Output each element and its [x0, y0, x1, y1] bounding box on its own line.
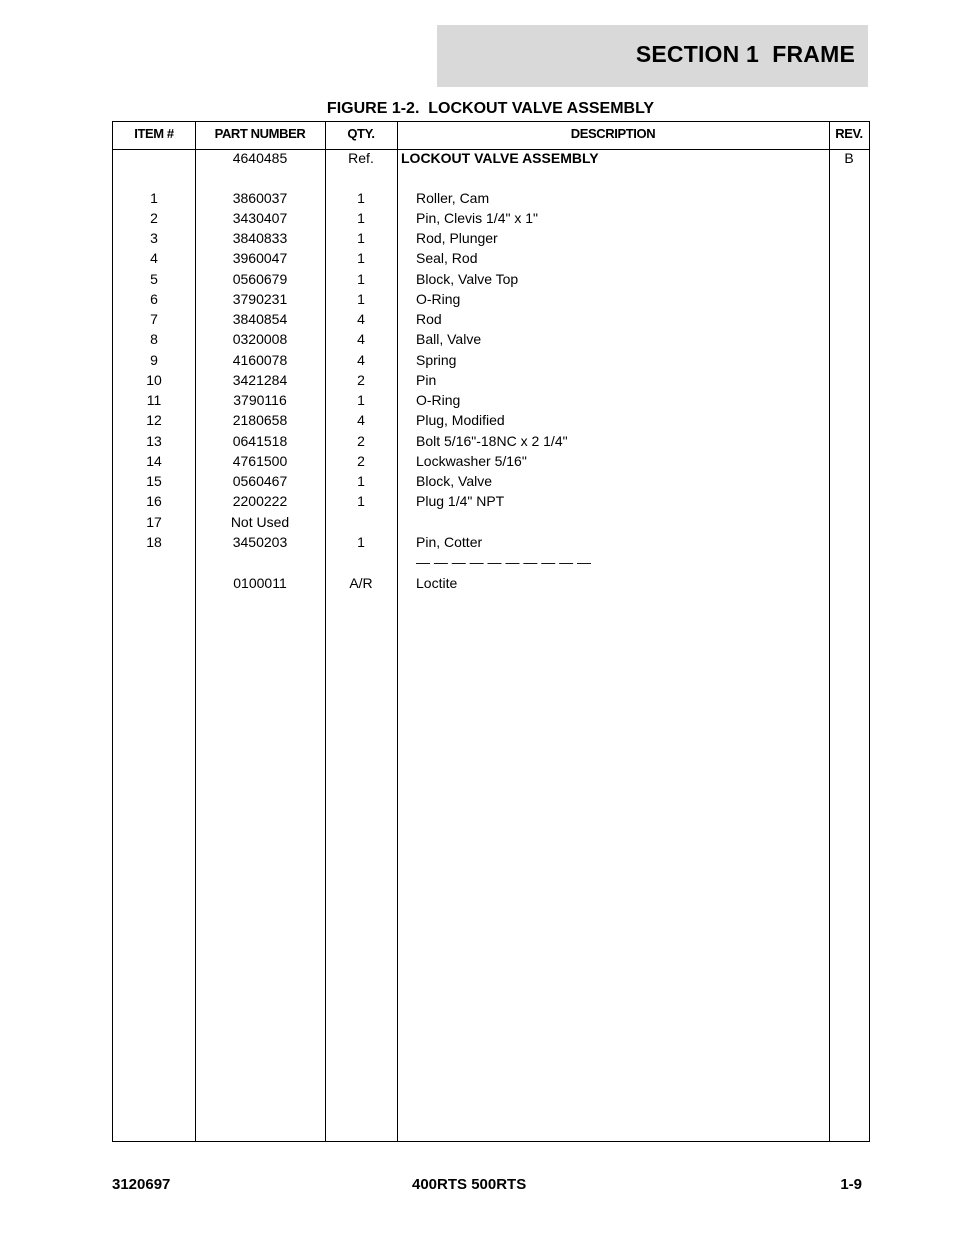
description-cell: LOCKOUT VALVE ASSEMBLY — [401, 150, 599, 166]
header-description: DESCRIPTION — [570, 126, 656, 141]
part-number-cell: 0320008 — [232, 331, 288, 347]
part-number-cell: 0560679 — [232, 271, 288, 287]
description-cell: Pin, Cotter — [416, 534, 483, 550]
table-row — [113, 573, 869, 593]
item-number-cell: 10 — [146, 372, 162, 388]
description-cell: Rod, Plunger — [416, 230, 498, 246]
description-cell: Ball, Valve — [416, 331, 482, 347]
part-number-cell: 3430407 — [232, 210, 288, 226]
quantity-cell: 1 — [357, 230, 365, 246]
quantity-cell: 1 — [357, 392, 365, 408]
item-number-cell: 17 — [146, 514, 162, 530]
item-number-cell: 15 — [146, 473, 162, 489]
part-number-cell: 2180658 — [232, 412, 288, 428]
table-row — [113, 208, 869, 228]
description-cell: Bolt 5/16"-18NC x 2 1/4" — [416, 433, 568, 449]
quantity-cell: 1 — [357, 250, 365, 266]
description-cell: Seal, Rod — [416, 250, 478, 266]
footer-models: 400RTS 500RTS — [412, 1176, 527, 1193]
table-row — [113, 471, 869, 491]
quantity-cell: 2 — [357, 433, 365, 449]
table-row — [113, 289, 869, 309]
item-number-cell: 13 — [146, 433, 162, 449]
item-number-cell: 5 — [150, 271, 158, 287]
description-cell: — — — — — — — — — — — [416, 554, 592, 570]
table-row — [113, 188, 869, 208]
item-number-cell: 14 — [146, 453, 162, 469]
item-number-cell: 1 — [150, 190, 158, 206]
header-qty: QTY. — [347, 126, 375, 141]
description-cell: Block, Valve Top — [416, 271, 519, 287]
part-number-cell: 0100011 — [233, 575, 287, 591]
header-part-number: PART NUMBER — [214, 126, 306, 141]
item-number-cell: 12 — [146, 412, 162, 428]
table-row — [113, 512, 869, 532]
table-row — [113, 491, 869, 511]
description-cell: Pin, Clevis 1/4" x 1" — [416, 210, 538, 226]
quantity-cell: 1 — [357, 210, 365, 226]
table-row — [113, 370, 869, 390]
table-row — [113, 532, 869, 552]
description-cell: Loctite — [416, 575, 458, 591]
part-number-cell: 4160078 — [232, 352, 288, 368]
table-row — [113, 228, 869, 248]
table-row — [113, 350, 869, 370]
part-number-cell: 3840833 — [232, 230, 288, 246]
parts-table — [112, 121, 870, 1142]
item-number-cell: 6 — [150, 291, 158, 307]
table-row — [113, 309, 869, 329]
quantity-cell: 1 — [357, 534, 365, 550]
table-row — [113, 329, 869, 349]
part-number-cell: 2200222 — [232, 493, 288, 509]
description-cell: O-Ring — [416, 291, 461, 307]
table-row — [113, 248, 869, 268]
quantity-cell: 4 — [357, 331, 365, 347]
quantity-cell: 1 — [357, 291, 365, 307]
part-number-cell: 0560467 — [232, 473, 288, 489]
part-number-cell: 3840854 — [232, 311, 288, 327]
part-number-cell: 3860037 — [232, 190, 288, 206]
item-number-cell: 8 — [150, 331, 158, 347]
quantity-cell: 1 — [357, 473, 365, 489]
table-row — [113, 148, 869, 168]
part-number-cell: 4640485 — [232, 150, 288, 166]
table-row — [113, 410, 869, 430]
description-cell: Spring — [416, 352, 457, 368]
header-rev: REV. — [835, 126, 863, 141]
description-cell: Block, Valve — [416, 473, 492, 489]
item-number-cell: 4 — [150, 250, 158, 266]
item-number-cell: 18 — [146, 534, 162, 550]
part-number-cell: 3790231 — [232, 291, 288, 307]
footer-page-number: 1-9 — [840, 1176, 862, 1193]
quantity-cell: 1 — [357, 271, 365, 287]
quantity-cell: 4 — [357, 311, 365, 327]
figure-title: FIGURE 1-2. LOCKOUT VALVE ASSEMBLY — [326, 100, 655, 117]
table-row — [113, 451, 869, 471]
quantity-cell: 2 — [357, 372, 365, 388]
item-number-cell: 16 — [146, 493, 162, 509]
quantity-cell: 1 — [357, 190, 365, 206]
quantity-cell: A/R — [349, 575, 373, 591]
part-number-cell: 3960047 — [232, 250, 288, 266]
quantity-cell: 4 — [357, 352, 365, 368]
item-number-cell: 9 — [150, 352, 158, 368]
table-row — [113, 431, 869, 451]
part-number-cell: Not Used — [230, 514, 290, 530]
quantity-cell: 2 — [357, 453, 365, 469]
table-row — [113, 552, 869, 572]
description-cell: Lockwasher 5/16" — [416, 453, 527, 469]
description-cell: Pin — [416, 372, 437, 388]
part-number-cell: 3790116 — [233, 392, 287, 408]
section-title: SECTION 1 FRAME — [635, 41, 855, 67]
item-number-cell: 11 — [146, 392, 162, 408]
table-row — [113, 269, 869, 289]
description-cell: Roller, Cam — [416, 190, 490, 206]
part-number-cell: 3450203 — [232, 534, 288, 550]
table-row — [113, 390, 869, 410]
part-number-cell: 4761500 — [232, 453, 288, 469]
revision-cell: B — [844, 150, 854, 166]
description-cell: Plug, Modified — [416, 412, 505, 428]
quantity-cell: Ref. — [348, 150, 374, 166]
header-item: ITEM # — [134, 126, 174, 141]
part-number-cell: 3421284 — [232, 372, 288, 388]
item-number-cell: 3 — [150, 230, 158, 246]
part-number-cell: 0641518 — [232, 433, 288, 449]
quantity-cell: 4 — [357, 412, 365, 428]
description-cell: Rod — [416, 311, 442, 327]
item-number-cell: 7 — [150, 311, 158, 327]
description-cell: Plug 1/4" NPT — [416, 493, 505, 509]
section-banner — [437, 25, 868, 87]
footer-doc-number: 3120697 — [112, 1176, 171, 1193]
item-number-cell: 2 — [150, 210, 158, 226]
description-cell: O-Ring — [416, 392, 461, 408]
quantity-cell: 1 — [357, 493, 365, 509]
